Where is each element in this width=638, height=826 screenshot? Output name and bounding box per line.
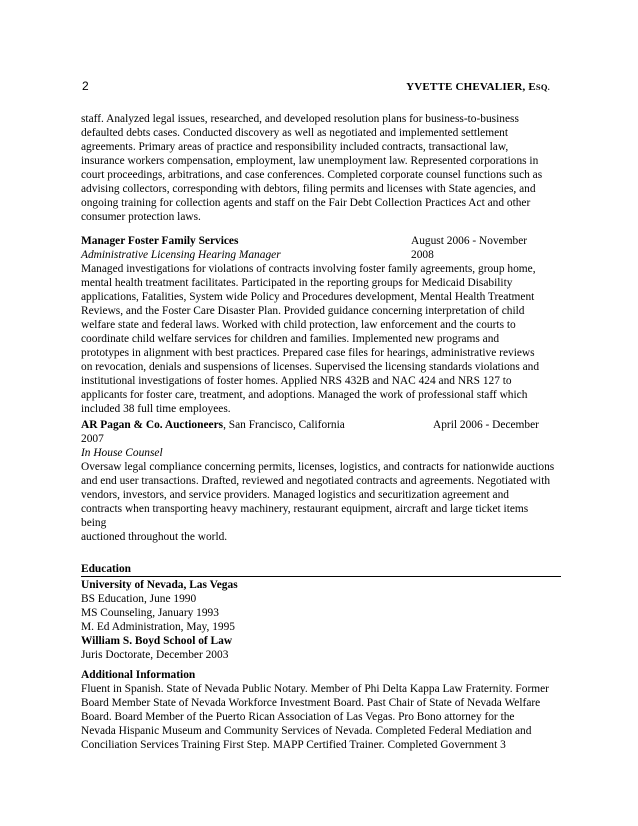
job2-line: being xyxy=(81,517,107,529)
job1-line: on revocation, denials and suspensions of licenses. Supervised the licensing standards violations and xyxy=(81,361,540,373)
job2-line: contracts when transporting heavy machinery, restaurant equipment, aircraft and large ticket items xyxy=(81,503,529,515)
degree-item: M. Ed Administration, May, 1995 xyxy=(81,621,235,633)
additional-line: Nevada Hispanic Museum and Community Services of Nevada. Completed Federal Mediation and xyxy=(81,725,532,737)
job2-subtitle: In House Counsel xyxy=(81,447,163,459)
education-body xyxy=(81,578,551,662)
job1-line: mental health treatment facilitates. Participated in the reporting groups for Medicaid Disability xyxy=(81,277,513,289)
job1-line: Reviews, and the Foster Care Disaster Plan. Provided guidance concerning interpretation of child xyxy=(81,305,525,317)
additional-heading: Additional Information xyxy=(81,669,196,681)
section-divider xyxy=(81,576,561,577)
job1-line: applications, Fatalities, System wide Policy and Procedures development, Mental Health Treatment xyxy=(81,291,535,303)
job2-line: Oversaw legal compliance concerning permits, licenses, logistics, and contracts for nationwide auctions xyxy=(81,461,555,473)
additional-line: Conciliation Services Training First Step. MAPP Certified Trainer. Completed Government 3 xyxy=(81,739,506,751)
header-name-main: YVETTE CHEVALIER, E xyxy=(406,81,536,93)
job2-header xyxy=(81,418,551,432)
intro-line: insurance workers compensation, employment, law unemployment law. Represented corporations in xyxy=(81,155,539,167)
intro-paragraph xyxy=(81,112,551,224)
job1-line: prototypes in alignment with best practices. Prepared case files for hearings, administrative reviews xyxy=(81,347,535,359)
education-heading: Education xyxy=(81,563,132,575)
intro-line: agreements. Primary areas of practice and responsibility included contracts, transactional law, xyxy=(81,141,509,153)
intro-line: ongoing training for collection agents and staff on the Fair Debt Collection Practices Act and other xyxy=(81,197,531,209)
job1-line: included 38 full time employees. xyxy=(81,403,231,415)
additional-line: Board Member State of Nevada Workforce Investment Board. Past Chair of State of Nevada Welfare xyxy=(81,697,541,709)
job1-subtitle: Administrative Licensing Hearing Manager xyxy=(81,249,281,261)
job1-body xyxy=(81,248,551,416)
job2-location: , San Francisco, California xyxy=(223,419,345,431)
page-number: 2 xyxy=(82,79,89,93)
job2-line: auctioned throughout the world. xyxy=(81,531,228,543)
additional-line: Fluent in Spanish. State of Nevada Public Notary. Member of Phi Delta Kappa Law Fraternity. Former xyxy=(81,683,549,695)
job1-line: Managed investigations for violations of contracts involving foster family agreements, group home, xyxy=(81,263,536,275)
header-name-suffix: SQ. xyxy=(535,82,550,92)
job1-line: welfare state and federal laws. Worked with child protection, law enforcement and the courts to xyxy=(81,319,516,331)
job1-dates: August 2006 - November 2008 xyxy=(411,235,528,261)
intro-line: advising collectors, corresponding with debtors, filing permits and licenses with State agencies, and xyxy=(81,183,536,195)
school-name: University of Nevada, Las Vegas xyxy=(81,579,238,591)
education-heading-block xyxy=(81,562,551,576)
job2-line: and end user transactions. Drafted, reviewed and negotiated contracts and agreements. Negotiated with xyxy=(81,475,551,487)
school-name: William S. Boyd School of Law xyxy=(81,635,233,647)
job1-line: institutional investigations of foster homes. Applied NRS 432B and NAC 424 and NRS 127 to xyxy=(81,375,512,387)
intro-line: staff. Analyzed legal issues, researched, and developed resolution plans for business-to-business xyxy=(81,113,519,125)
job1-title: Manager Foster Family Services xyxy=(81,235,239,247)
additional-info xyxy=(81,668,551,752)
job2-line: vendors, investors, and service providers. Managed logistics and securitization agreement and xyxy=(81,489,509,501)
degree-item: MS Counseling, January 1993 xyxy=(81,607,219,619)
header-name xyxy=(406,81,550,93)
intro-line: defaulted debts cases. Conducted discovery as well as negotiated and implemented settlement xyxy=(81,127,509,139)
job1-line: applicants for foster care, treatment, and adoptions. Managed the work of professional staff which xyxy=(81,389,528,401)
job2-dates: April 2006 - December xyxy=(433,419,539,431)
job1-line: coordinate child welfare services for children and families. Implemented new programs and xyxy=(81,333,500,345)
degree-item: BS Education, June 1990 xyxy=(81,593,197,605)
job2-dates-continued: 2007 xyxy=(81,433,104,445)
job2-title: AR Pagan & Co. Auctioneers xyxy=(81,419,224,431)
additional-line: Board. Board Member of the Puerto Rican Association of Las Vegas. Pro Bono attorney for the xyxy=(81,711,515,723)
intro-line: court proceedings, arbitrations, and case conferences. Completed corporate counsel functions such as xyxy=(81,169,543,181)
degree-item: Juris Doctorate, December 2003 xyxy=(81,649,229,661)
intro-line: consumer protection laws. xyxy=(81,211,201,223)
job2-body xyxy=(81,432,555,544)
